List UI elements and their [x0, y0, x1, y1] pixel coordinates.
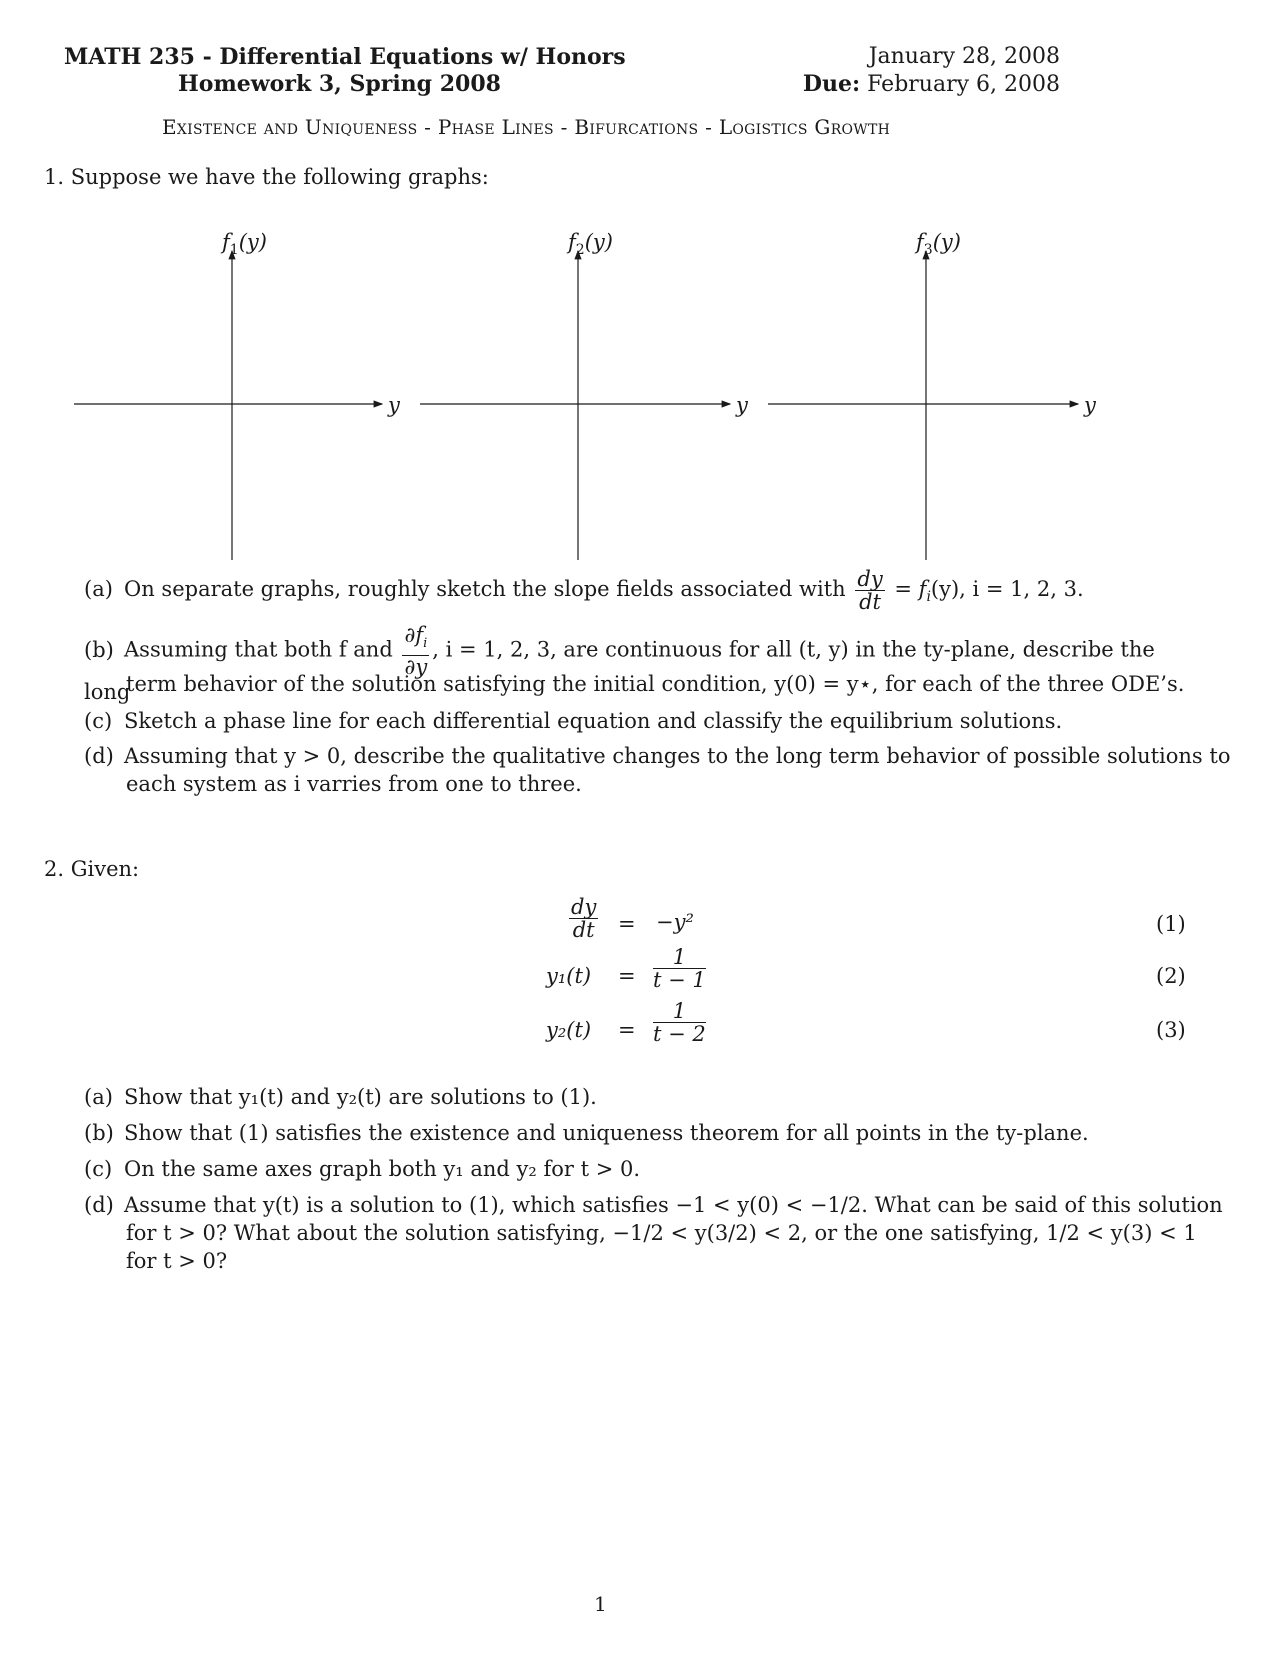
- equation-1-relation: =: [618, 912, 636, 936]
- graph-1-y-label: y: [388, 393, 400, 417]
- problem-1-part-a: (a) On separate graphs, roughly sketch the slope fields associated with $\frac{dy}{dt}$ = $f_i(y)$, i = 1, 2, 3.: [84, 567, 1084, 614]
- problem-1-part-d: (d) Assuming that y > 0, describe the qualitative changes to the long term behavior of possible solutions to: [84, 744, 1231, 768]
- problem-2-part-d-line2: for t > 0? What about the solution satisfying, −1/2 < y(3/2) < 2, or the one satisfying, 1/2 < y(3) < 1: [126, 1221, 1197, 1245]
- equation-1-tag: (1): [1156, 912, 1186, 936]
- graph-3-f-label: $f_3(y)$: [916, 230, 961, 259]
- course-title: MATH 235 - Differential Equations w/ Honors: [64, 44, 626, 70]
- blank-axes-graphs: [0, 0, 1280, 560]
- partial-derivative-fraction: $\frac{\partial f_i}{\partial y}$: [404, 623, 428, 680]
- problem-intro-text: Given:: [70, 857, 140, 881]
- problem-number: 1.: [44, 165, 65, 189]
- problem-1-part-d-cont: each system as i varries from one to three.: [126, 772, 582, 796]
- dy-dt-fraction: $\frac{dy}{dt}$: [857, 567, 883, 614]
- equation-3-relation: =: [618, 1018, 636, 1042]
- graph-2-y-label: y: [736, 393, 748, 417]
- equation-2-rhs: $\frac{1}{t - 1}$: [653, 945, 706, 992]
- problem-2-part-d: (d) Assume that y(t) is a solution to (1), which satisfies −1 < y(0) < −1/2. What can be said of this solution: [84, 1193, 1223, 1217]
- graph-2-axes: [420, 251, 730, 560]
- graph-1-f-label: $f_1(y)$: [222, 230, 267, 259]
- equation-2-relation: =: [618, 964, 636, 988]
- graph-3-axes: [768, 251, 1078, 560]
- assigned-date: January 28, 2008: [868, 44, 1060, 69]
- equation-3-rhs: $\frac{1}{t - 2}$: [653, 999, 706, 1046]
- graph-1-axes: [74, 251, 382, 560]
- problem-2-intro: [44, 855, 139, 883]
- problem-2-part-a: (a) Show that y₁(t) and y₂(t) are solutions to (1).: [84, 1085, 597, 1109]
- problem-intro-text: Suppose we have the following graphs:: [70, 165, 489, 189]
- equation-2-lhs: y₁(t): [546, 964, 592, 988]
- page-number: 1: [594, 1592, 607, 1616]
- problem-1-part-b-cont: term behavior of the solution satisfying the initial condition, y(0) = y⋆, for each of the three ODE’s.: [126, 672, 1185, 696]
- homework-title: Homework 3, Spring 2008: [178, 71, 501, 97]
- problem-2-part-d-line3: for t > 0?: [126, 1249, 228, 1273]
- problem-2-part-b: (b) Show that (1) satisfies the existence and uniqueness theorem for all points in the ty-plane.: [84, 1121, 1089, 1145]
- problem-number: 2.: [44, 857, 65, 881]
- due-label: Due:: [802, 71, 861, 97]
- equation-1-rhs: −y²: [656, 910, 694, 934]
- due-date: February 6, 2008: [867, 72, 1060, 97]
- equation-1-lhs: $\frac{dy}{dt}$: [571, 895, 597, 942]
- equation-3-tag: (3): [1156, 1018, 1186, 1042]
- equation-3-lhs: y₂(t): [546, 1018, 592, 1042]
- equation-2-tag: (2): [1156, 964, 1186, 988]
- graph-3-y-label: y: [1084, 393, 1096, 417]
- problem-1-part-b: (b) Assuming that both f and $\frac{\partial f_i}{\partial y}$ , i = 1, 2, 3, are continuous for all (t, y) in the ty-plane, describe the long: [84, 623, 1155, 705]
- topic-line: Existence and Uniqueness - Phase Lines - Bifurcations - Logistics Growth: [162, 115, 891, 139]
- graph-2-f-label: $f_2(y)$: [568, 230, 613, 259]
- problem-1-part-c: (c) Sketch a phase line for each differential equation and classify the equilibrium solutions.: [84, 709, 1063, 733]
- problem-2-part-c: (c) On the same axes graph both y₁ and y₂ for t > 0.: [84, 1157, 641, 1181]
